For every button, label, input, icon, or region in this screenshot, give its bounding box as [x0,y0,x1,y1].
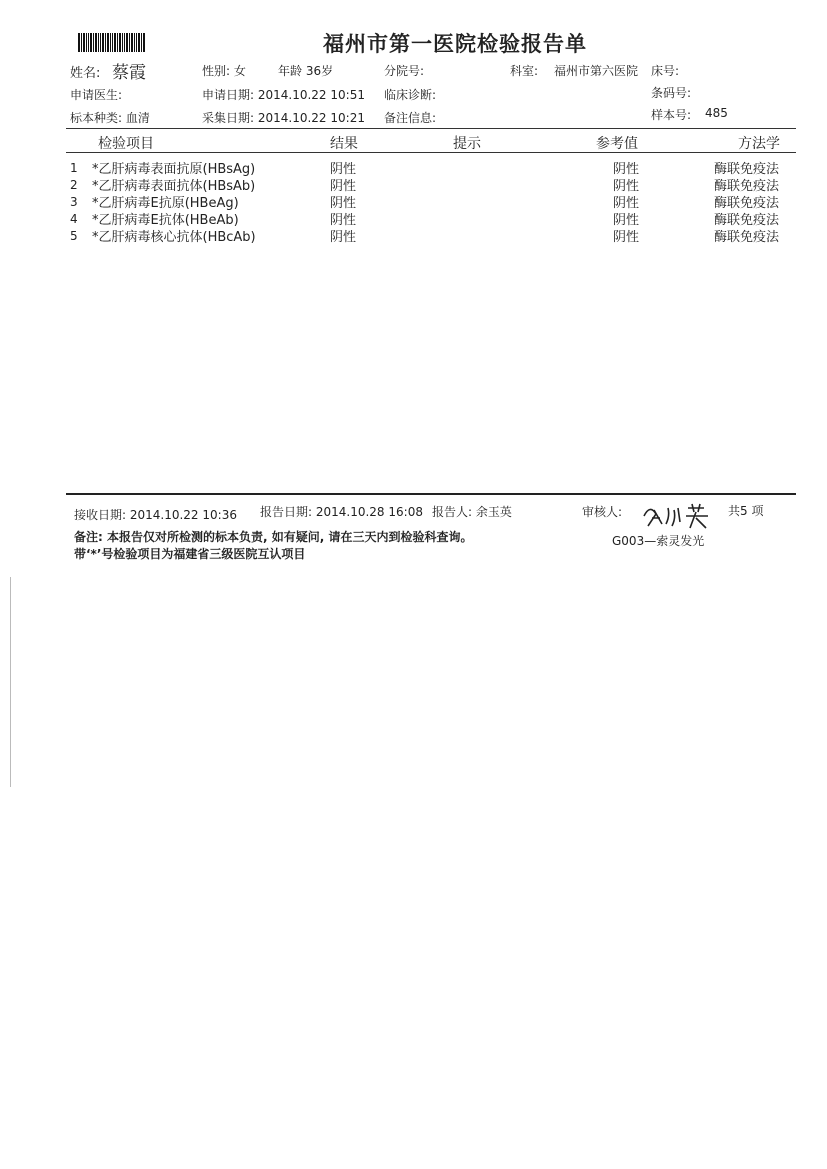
header-result: 结果 [330,136,358,152]
diagnosis-field: 临床诊断: [384,88,437,102]
row-ref: 阴性 [613,230,640,245]
doctor-field: 申请医生: [70,88,123,102]
row-result: 阴性 [330,179,357,194]
age-field: 年龄 36岁 [278,64,334,78]
report-title: 福州市第一医院检验报告单 [323,31,587,56]
row-number: 5 [70,229,78,243]
scan-edge-line [10,577,11,787]
sample-label: 样本号: [651,108,692,122]
row-ref: 阴性 [613,196,640,211]
row-method: 酶联免疫法 [714,162,780,177]
apply-date: 申请日期: 2014.10.22 10:51 [202,88,365,102]
row-method: 酶联免疫法 [714,179,780,194]
note-line-1: 备注: 本报告仅对所检测的标本负责, 如有疑问, 请在三天内到检验科查询。 [74,530,473,544]
dept-value: 福州市第六医院 [554,64,639,78]
bed-field: 床号: [651,64,680,78]
row-number: 3 [70,195,78,209]
receive-date: 接收日期: 2014.10.22 10:36 [74,508,237,522]
row-item: *乙肝病毒表面抗原(HBsAg) [92,162,256,177]
row-ref: 阴性 [613,179,640,194]
row-method: 酶联免疫法 [714,230,780,245]
row-result: 阴性 [330,230,357,245]
row-method: 酶联免疫法 [714,196,780,211]
row-result: 阴性 [330,162,357,177]
reviewer-label: 审核人: [582,505,623,519]
table-top-rule [66,128,796,129]
sample-number: 485 [705,106,728,120]
patient-name: 蔡霞 [112,63,146,83]
row-item: *乙肝病毒E抗原(HBeAg) [92,196,239,211]
table-header-rule [66,152,796,153]
row-ref: 阴性 [613,162,640,177]
signer-code: G003—索灵发光 [612,534,705,548]
specimen-field: 标本种类: 血清 [70,111,150,125]
reviewer-signature [640,498,712,532]
row-item: *乙肝病毒E抗体(HBeAb) [92,213,239,228]
name-label: 姓名: [70,66,101,81]
row-number: 1 [70,161,78,175]
note-line-2: 带‘*’号检验项目为福建省三级医院互认项目 [74,547,306,561]
row-item: *乙肝病毒表面抗体(HBsAb) [92,179,256,194]
barcode-no-field: 条码号: [651,86,692,100]
total-items: 共5 项 [728,504,764,518]
branch-field: 分院号: [384,64,425,78]
footer-rule [66,493,796,495]
sex-field: 性别: 女 [202,64,246,78]
row-method: 酶联免疫法 [714,213,780,228]
row-result: 阴性 [330,213,357,228]
report-date: 报告日期: 2014.10.28 16:08 [260,505,423,519]
header-method: 方法学 [738,136,780,152]
header-item: 检验项目 [98,136,154,152]
row-result: 阴性 [330,196,357,211]
row-number: 4 [70,212,78,226]
dept-label: 科室: [510,64,539,78]
header-ref: 参考值 [596,136,638,152]
collect-date: 采集日期: 2014.10.22 10:21 [202,111,365,125]
header-hint: 提示 [453,136,481,152]
barcode [78,33,152,52]
row-number: 2 [70,178,78,192]
row-item: *乙肝病毒核心抗体(HBcAb) [92,230,256,245]
reporter: 报告人: 余玉英 [432,505,512,519]
remark-field: 备注信息: [384,111,437,125]
row-ref: 阴性 [613,213,640,228]
